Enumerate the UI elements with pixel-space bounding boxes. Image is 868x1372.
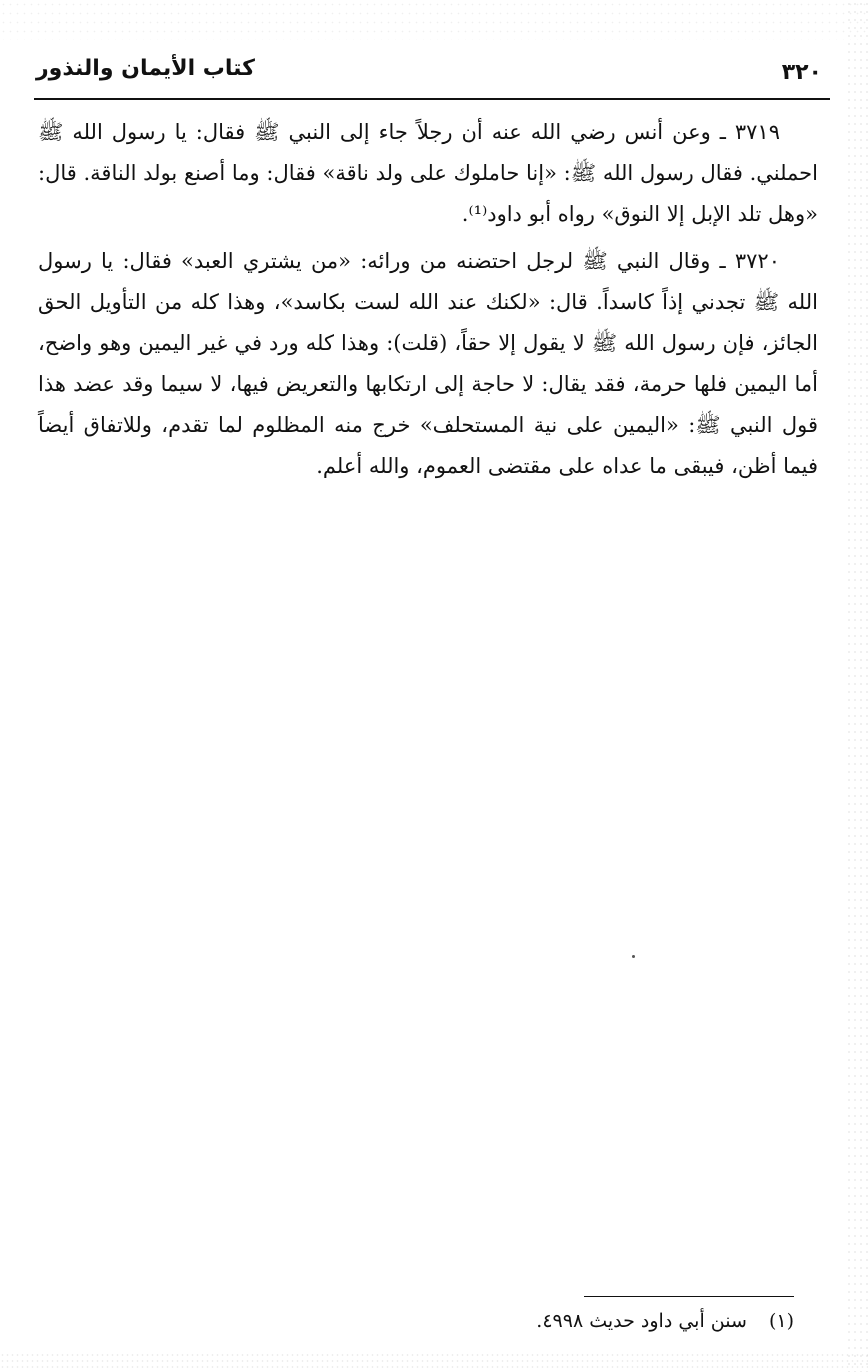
page-body — [38, 112, 818, 493]
scan-noise-right — [846, 0, 868, 1372]
footnote-divider — [584, 1296, 794, 1297]
scan-noise-top — [0, 0, 868, 40]
running-title: كتاب الأيمان والنذور — [36, 56, 255, 81]
scan-speck — [632, 955, 635, 958]
footnote-number: (١) — [768, 1310, 794, 1332]
header-divider — [34, 98, 830, 100]
hadith-paragraph-3720: ٣٧٢٠ ـ وقال النبي ﷺ لرجل احتضنه من ورائه: «من يشتري العبد» فقال: يا رسول الله ﷺ تجدني إذاً كاسداً. قال: «لكنك عند الله لست بكاسد»، وهذا كله من التأويل الحق الجائز، فإن رسول الله ﷺ لا يقول إلا حقاً، (قلت): وهذا كله ورد في غير اليمين وهو واضح، أما اليمين فلها حرمة، فقد يقال: لا حاجة إلى ارتكابها والتعريض فيها، لا سيما وقد عضد هذا قول النبي ﷺ: «اليمين على نية المستحلف» خرج منه المظلوم لما تقدم، وللاتفاق أيضاً فيما أظن، فيبقى ما عداه على مقتضى العموم، والله أعلم. — [38, 249, 818, 478]
page-number: ٣٢٠ — [781, 60, 822, 85]
footnote — [300, 1306, 794, 1336]
scan-noise-bottom — [0, 1352, 868, 1372]
hadith-paragraph-3719: ٣٧١٩ ـ وعن أنس رضي الله عنه أن رجلاً جاء إلى النبي ﷺ فقال: يا رسول الله ﷺ احملني. فقال رسول الله ﷺ: «إنا حاملوك على ولد ناقة» فقال: وما أصنع بولد الناقة. قال: «وهل تلد الإبل إلا النوق» رواه أبو داود⁽¹⁾. — [38, 120, 818, 226]
footnote-text: سنن أبي داود حديث ٤٩٩٨. — [536, 1310, 747, 1332]
